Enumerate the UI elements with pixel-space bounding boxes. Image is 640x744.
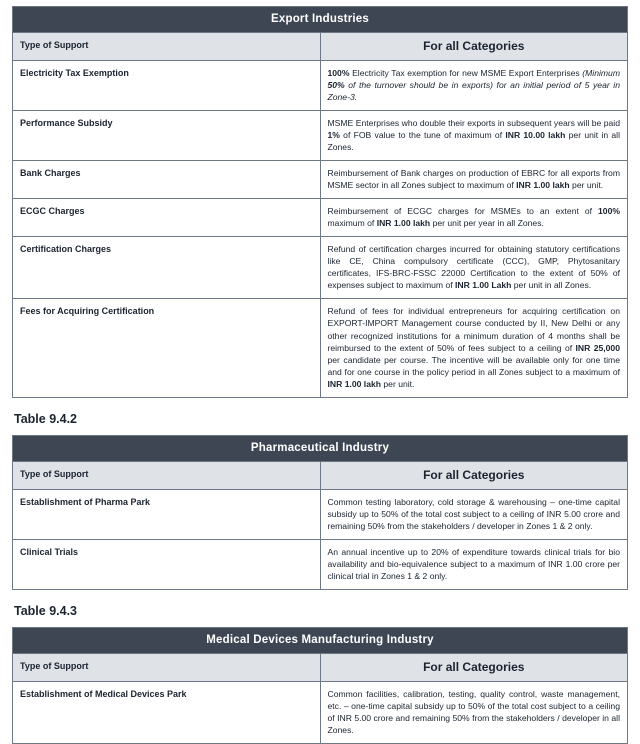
table-label-942: Table 9.4.2 <box>14 411 77 426</box>
table-pharmaceutical-industry <box>12 435 628 590</box>
table-title: Medical Devices Manufacturing Industry <box>13 627 628 653</box>
support-description: Refund of fees for individual entrepreneurs for acquiring certification on EXPORT-IMPORT Management course conducted by II, New Delhi or any other recognized institutions for a minimum duration of 4 months shall be reimbursed to the extent of 50% of fees subject to a ceiling of INR 25,000 per candidate per course. The incentive will be available only for one time and for one course in the policy period in all Zones subject to a maximum of INR 1.00 lakh per unit. <box>320 299 628 397</box>
table-row <box>13 539 628 589</box>
table-row <box>13 681 628 743</box>
support-description: Reimbursement of ECGC charges for MSMEs to an extent of 100% maximum of INR 1.00 lakh per unit per year in all Zones. <box>320 199 628 237</box>
table-row <box>13 489 628 539</box>
support-type: ECGC Charges <box>13 199 321 237</box>
support-type: Bank Charges <box>13 161 321 199</box>
table-title: Pharmaceutical Industry <box>13 435 628 461</box>
table-row <box>13 199 628 237</box>
support-description: MSME Enterprises who double their exports in subsequent years will be paid 1% of FOB value to the tune of maximum of INR 10.00 lakh per unit in all Zones. <box>320 111 628 161</box>
support-description: Common facilities, calibration, testing, quality control, waste management, etc. – one-time capital subsidy up to 50% of the total cost subject to a ceiling of INR 5.00 crore and remaining 50% from the stakeholders / developer in all Zones. <box>320 681 628 743</box>
table-label-943: Table 9.4.3 <box>14 603 77 618</box>
support-description: 100% Electricity Tax exemption for new MSME Export Enterprises (Minimum 50% of the turnover should be in exports) for an initial period of 5 year in Zone-3. <box>320 61 628 111</box>
table-row <box>13 299 628 397</box>
support-description: Reimbursement of Bank charges on production of EBRC for all exports from MSME sector in all Zones subject to maximum of INR 1.00 lakh per unit. <box>320 161 628 199</box>
support-description: An annual incentive up to 20% of expenditure towards clinical trials for bio availability and bio-equivalence subject to a maximum of INR 1.00 crore per clinical trial in Zones 1 & 2 only. <box>320 539 628 589</box>
support-type: Fees for Acquiring Certification <box>13 299 321 397</box>
support-type: Clinical Trials <box>13 539 321 589</box>
table-title-row <box>13 7 628 33</box>
table-title-row <box>13 435 628 461</box>
support-type: Performance Subsidy <box>13 111 321 161</box>
support-description: Refund of certification charges incurred for obtaining statutory certifications like CE, China compulsory certificate (CCC), GMP, Phytosanitary certificates, IFS-BRC-FSSC 22000 Certification to the extent of 50% of expenses subject to maximum of INR 1.00 Lakh per unit in all Zones. <box>320 237 628 299</box>
table-medical-devices-industry <box>12 627 628 744</box>
table-row <box>13 61 628 111</box>
table-row <box>13 161 628 199</box>
support-description: Common testing laboratory, cold storage & warehousing – one-time capital subsidy up to 50% of the total cost subject to a ceiling of INR 5.00 crore and remaining 50% from the stakeholders / developer in Zones 1 & 2 only. <box>320 489 628 539</box>
column-header-for-all-categories: For all Categories <box>320 653 628 681</box>
support-type: Certification Charges <box>13 237 321 299</box>
support-type: Electricity Tax Exemption <box>13 61 321 111</box>
column-header-for-all-categories: For all Categories <box>320 461 628 489</box>
table-title-row <box>13 627 628 653</box>
column-header-type-of-support: Type of Support <box>13 461 321 489</box>
table-header-row <box>13 33 628 61</box>
table-row <box>13 111 628 161</box>
table-header-row <box>13 461 628 489</box>
table-row <box>13 237 628 299</box>
table-export-industries <box>12 6 628 398</box>
support-type: Establishment of Medical Devices Park <box>13 681 321 743</box>
column-header-type-of-support: Type of Support <box>13 33 321 61</box>
table-title: Export Industries <box>13 7 628 33</box>
column-header-type-of-support: Type of Support <box>13 653 321 681</box>
support-type: Establishment of Pharma Park <box>13 489 321 539</box>
column-header-for-all-categories: For all Categories <box>320 33 628 61</box>
